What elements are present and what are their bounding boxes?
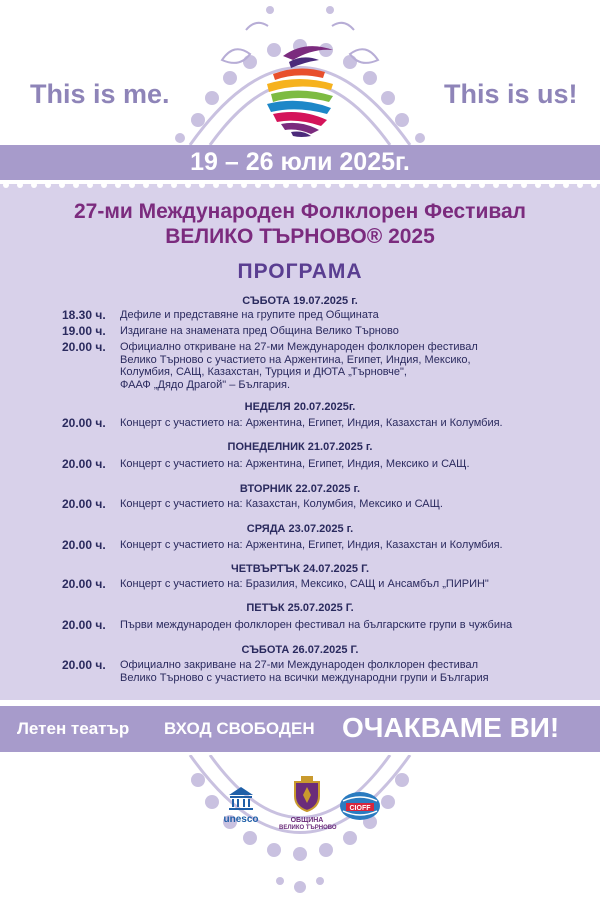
event-line: ФААФ „Дядо Драгой" – България. <box>120 378 291 391</box>
event-description: Първи международен фолклорен фестивал на българските групи в чужбина <box>120 619 513 631</box>
event-description: Издигане на знамената пред Община Велико Търново <box>120 325 399 337</box>
event-description <box>120 341 580 391</box>
poster-header <box>0 0 600 145</box>
event-description: Концерт с участието на: Аржентина, Египет, Индия, Мексико и САЩ. <box>120 458 470 470</box>
event-time: 20.00 ч. <box>62 497 106 511</box>
event-description: Дефиле и представяне на групите пред Общината <box>120 309 379 321</box>
day-heading: НЕДЕЛЯ 20.07.2025г. <box>244 401 356 413</box>
tagline-right: This is us! <box>444 79 578 109</box>
unesco-label: unesco <box>223 814 259 825</box>
unesco-temple-icon <box>213 785 269 811</box>
day-heading: ВТОРНИК 22.07.2025 г. <box>239 483 361 495</box>
event-description: Концерт с участието на: Казахстан, Колумбия, Мексико и САЩ. <box>120 498 443 510</box>
day-heading: СЪБОТА 19.07.2025 г. <box>242 295 358 307</box>
event-time: 20.00 ч. <box>62 538 106 552</box>
cioff-label: CIOFF <box>349 805 371 812</box>
day-heading: ПОНЕДЕЛНИК 21.07.2025 г. <box>227 441 373 453</box>
event-description: Концерт с участието на: Аржентина, Египет, Индия, Казахстан и Колумбия. <box>120 539 503 551</box>
event-time: 20.00 ч. <box>62 340 106 354</box>
tagline-left: This is me. <box>30 79 170 109</box>
free-entry-label: ВХОД СВОБОДЕН <box>164 719 315 738</box>
event-time: 20.00 ч. <box>62 658 106 672</box>
event-time: 19.00 ч. <box>62 324 106 338</box>
municipality-line2: ВЕЛИКО ТЪРНОВО <box>279 825 337 831</box>
municipality-line1: ОБЩИНА <box>290 817 324 824</box>
welcome-label: ОЧАКВАМЕ ВИ! <box>342 712 560 743</box>
event-line: Официално закриване на 27-ми Международен фолклорен фестивал <box>120 659 479 671</box>
event-time: 20.00 ч. <box>62 457 106 471</box>
day-heading: СРЯДА 23.07.2025 г. <box>246 523 354 535</box>
festival-dates: 19 – 26 юли 2025г. <box>190 148 410 176</box>
event-time: 20.00 ч. <box>62 416 106 430</box>
event-line: Колумбия, САЩ, Казахстан, Турция и ДЮТА „Търновче", <box>120 366 407 378</box>
unesco-logo <box>213 785 269 825</box>
day-heading: ЧЕТВЪРТЪК 24.07.2025 Г. <box>230 563 370 575</box>
event-line: Велико Търново с участието на Аржентина, Египет, Индия, Мексико, <box>120 353 471 366</box>
coat-of-arms-icon <box>292 776 322 812</box>
venue-label: Летен театър <box>17 719 130 738</box>
event-time: 20.00 ч. <box>62 618 106 632</box>
municipality-crest <box>279 776 337 836</box>
event-description: Концерт с участието на: Аржентина, Египет, Индия, Казахстан и Колумбия. <box>120 417 503 429</box>
festival-title-line2: ВЕЛИКО ТЪРНОВО® 2025 <box>165 225 435 248</box>
event-time: 20.00 ч. <box>62 577 106 591</box>
festival-title-line1: 27-ми Международен Фолклорен Фестивал <box>73 200 527 223</box>
event-line: Велико Търново с участието на всички международни групи и България <box>120 671 489 684</box>
globe-icon <box>337 789 383 823</box>
day-heading: ПЕТЪК 25.07.2025 Г. <box>246 602 354 614</box>
event-line: Официално откриване на 27-ми Международен фолклорен фестивал <box>120 341 478 353</box>
event-time: 18.30 ч. <box>62 308 106 322</box>
event-description <box>120 659 580 684</box>
program-title: ПРОГРАМА <box>237 260 363 283</box>
festival-title <box>0 199 600 249</box>
day-heading: СЪБОТА 26.07.2025 Г. <box>241 644 359 656</box>
festival-logo-icon <box>253 38 345 140</box>
event-description: Концерт с участието на: Бразилия, Мексико, САЩ и Ансамбъл „ПИРИН" <box>120 578 489 590</box>
cioff-logo <box>337 789 383 823</box>
dotted-divider-icon <box>0 180 600 190</box>
